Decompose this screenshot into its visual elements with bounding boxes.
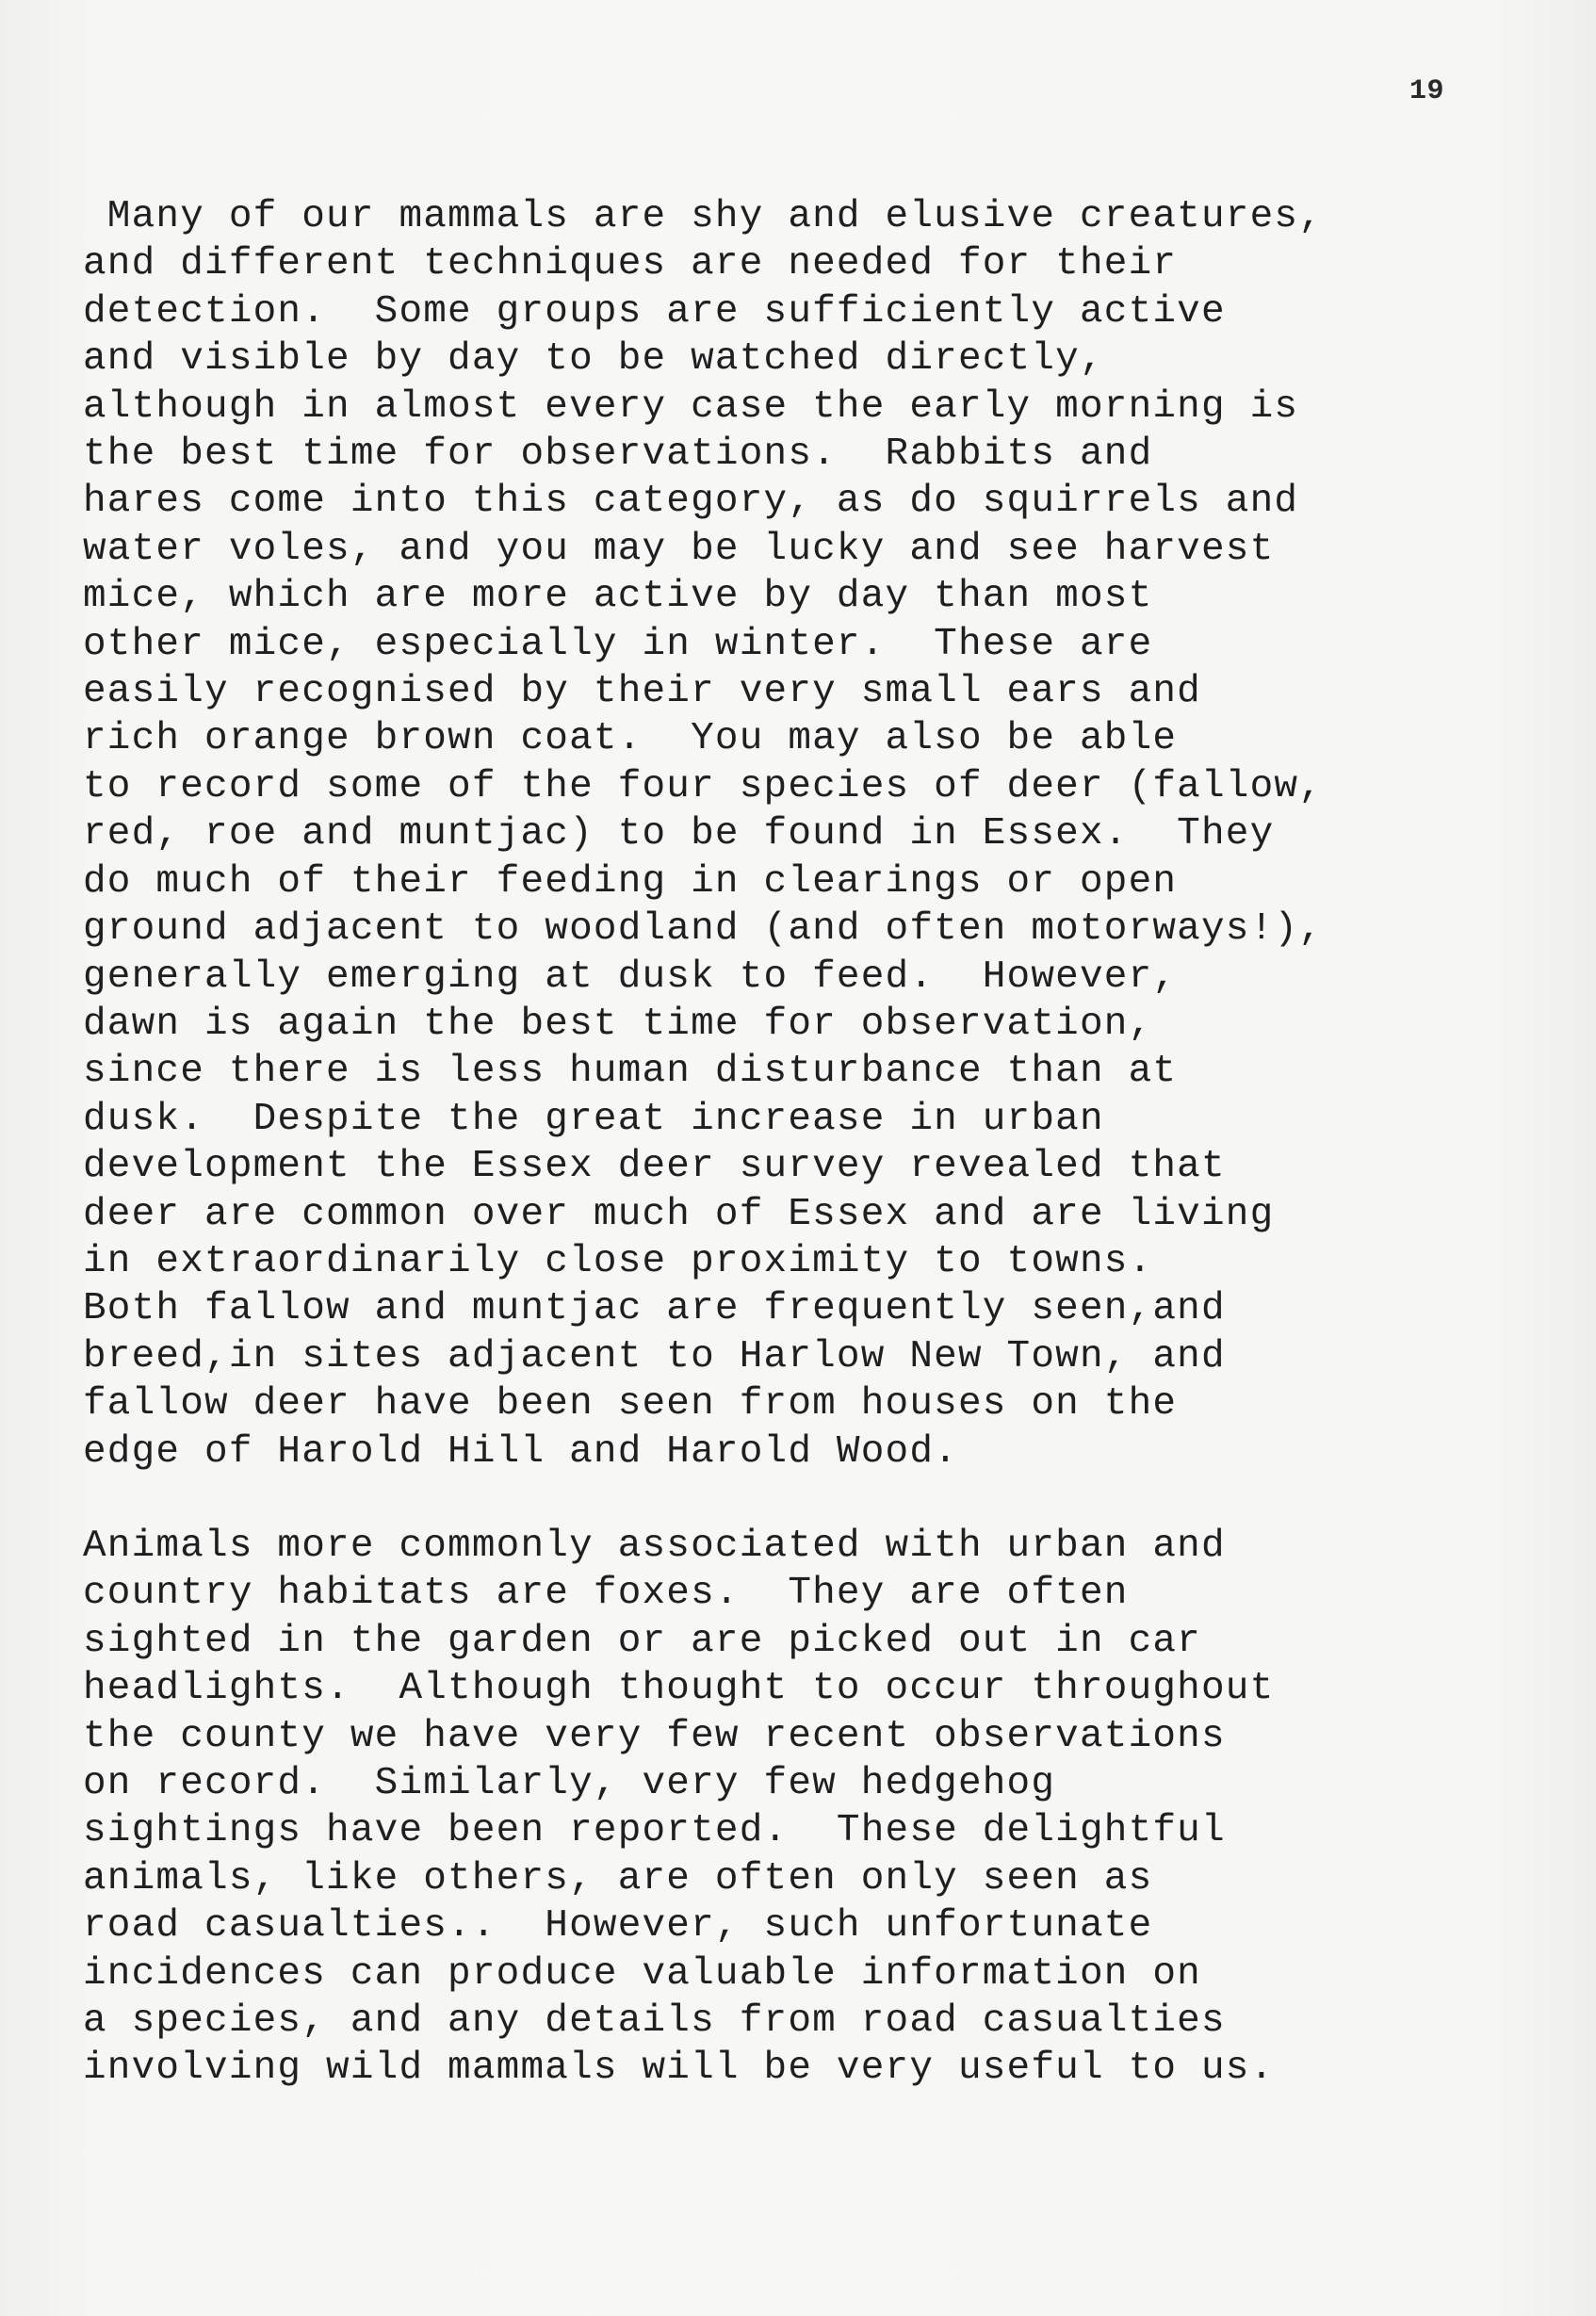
- page-number: 19: [1409, 75, 1445, 107]
- text-line: animals, like others, are often only seen as: [83, 1856, 1153, 1900]
- text-line: development the Essex deer survey revealed that: [83, 1145, 1226, 1189]
- text-line: hares come into this category, as do squirrels and: [83, 480, 1299, 524]
- text-line: water voles, and you may be lucky and see harvest: [83, 527, 1275, 571]
- text-line: dusk. Despite the great increase in urban: [83, 1097, 1104, 1141]
- text-line: deer are common over much of Essex and are living: [83, 1192, 1275, 1236]
- text-line: country habitats are foxes. They are often: [83, 1572, 1129, 1616]
- text-line: sighted in the garden or are picked out in car: [83, 1619, 1201, 1663]
- paragraph-1: [83, 193, 1572, 1476]
- paragraph-2: [83, 1523, 1572, 2093]
- text-line: to record some of the four species of deer (fallow,: [83, 764, 1324, 808]
- text-line: incidences can produce valuable information on: [83, 1951, 1201, 1996]
- text-line: headlights. Although thought to occur throughout: [83, 1667, 1275, 1711]
- text-line: road casualties.. However, such unfortunate: [83, 1904, 1153, 1949]
- text-line: Both fallow and muntjac are frequently seen,and: [83, 1287, 1226, 1331]
- text-line: edge of Harold Hill and Harold Wood.: [83, 1429, 958, 1474]
- text-line: do much of their feeding in clearings or open: [83, 859, 1178, 904]
- text-line: the best time for observations. Rabbits and: [83, 432, 1153, 477]
- text-line: although in almost every case the early morning is: [83, 384, 1299, 429]
- text-line: in extraordinarily close proximity to towns.: [83, 1239, 1153, 1283]
- text-line: detection. Some groups are sufficiently active: [83, 289, 1226, 334]
- text-line: fallow deer have been seen from houses on the: [83, 1382, 1178, 1427]
- paragraph-spacer: [83, 1476, 1572, 1523]
- text-line: Many of our mammals are shy and elusive creatures,: [83, 195, 1324, 238]
- body-text: [83, 193, 1572, 2093]
- text-line: mice, which are more active by day than most: [83, 575, 1153, 619]
- text-line: Animals more commonly associated with urban and: [83, 1524, 1226, 1568]
- text-line: generally emerging at dusk to feed. However,: [83, 954, 1178, 999]
- text-line: other mice, especially in winter. These are: [83, 622, 1153, 666]
- text-line: dawn is again the best time for observation,: [83, 1002, 1153, 1046]
- text-line: the county we have very few recent observations: [83, 1714, 1226, 1758]
- text-line: breed,in sites adjacent to Harlow New Town, and: [83, 1334, 1226, 1378]
- text-line: easily recognised by their very small ears and: [83, 670, 1201, 714]
- text-line: rich orange brown coat. You may also be able: [83, 717, 1178, 761]
- text-line: on record. Similarly, very few hedgehog: [83, 1762, 1056, 1805]
- text-line: and different techniques are needed for their: [83, 242, 1178, 286]
- text-line: ground adjacent to woodland (and often motorways!),: [83, 907, 1324, 952]
- text-line: involving wild mammals will be very useful to us.: [83, 2047, 1275, 2091]
- text-line: and visible by day to be watched directly,: [83, 337, 1104, 382]
- text-line: a species, and any details from road casualties: [83, 1999, 1226, 2044]
- text-line: sightings have been reported. These delightful: [83, 1809, 1226, 1853]
- text-line: since there is less human disturbance than at: [83, 1050, 1178, 1094]
- text-line: red, roe and muntjac) to be found in Essex. They: [83, 812, 1275, 856]
